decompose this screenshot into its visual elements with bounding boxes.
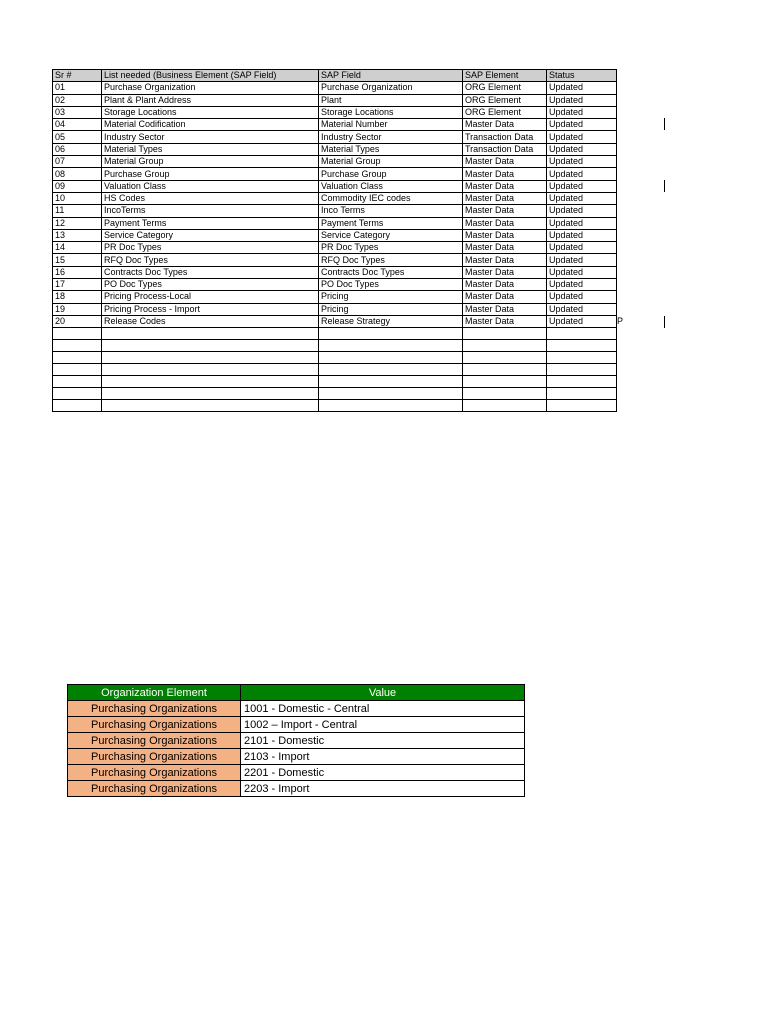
cell-business-element: Purchase Organization [102,82,319,94]
cell-sr: 11 [53,205,102,217]
organization-elements-table [67,684,525,797]
empty-table-row [53,388,617,400]
cell-sap-field: Storage Locations [319,106,463,118]
empty-cell [102,400,319,412]
cell-organization-element: Purchasing Organizations [68,781,241,797]
cell-business-element: Plant & Plant Address [102,94,319,106]
empty-table-row [53,340,617,352]
cell-status: Updated [547,315,617,327]
cell-sr: 18 [53,291,102,303]
cell-business-element: HS Codes [102,192,319,204]
cell-sap-field: Material Types [319,143,463,155]
cell-sap-element: Master Data [463,291,547,303]
cell-sap-field: Contracts Doc Types [319,266,463,278]
cell-business-element: Payment Terms [102,217,319,229]
empty-cell [319,352,463,364]
empty-table-row [53,328,617,340]
column-header-sr: Sr # [53,70,102,82]
table-row [53,192,617,204]
cell-sap-field: Commodity IEC codes [319,192,463,204]
cell-business-element: Material Codification [102,119,319,131]
org-table-header-row [68,685,525,701]
empty-cell [319,400,463,412]
cell-status: Updated [547,119,617,131]
cell-status: Updated [547,156,617,168]
empty-cell [53,388,102,400]
cell-status: Updated [547,291,617,303]
cell-sap-field: Valuation Class [319,180,463,192]
column-header-status: Status [547,70,617,82]
empty-cell [463,388,547,400]
cell-sap-field: PO Doc Types [319,279,463,291]
cell-sap-field: Inco Terms [319,205,463,217]
cell-cursor-mark [664,180,665,192]
org-table-row [68,781,525,797]
empty-cell [102,364,319,376]
cell-sap-field: Industry Sector [319,131,463,143]
cell-status: Updated [547,242,617,254]
cell-sap-element: Transaction Data [463,131,547,143]
cell-status: Updated [547,279,617,291]
cell-cursor-mark [664,118,665,130]
cell-status: Updated [547,266,617,278]
empty-cell [547,328,617,340]
table-row [53,131,617,143]
cell-business-element: RFQ Doc Types [102,254,319,266]
cell-sap-field: Pricing [319,291,463,303]
cell-sap-field: Purchase Organization [319,82,463,94]
cell-business-element: Purchase Group [102,168,319,180]
cell-business-element: Industry Sector [102,131,319,143]
column-header-organization-element: Organization Element [68,685,241,701]
overflow-cell-text: P [617,316,624,326]
cell-value: 2103 - Import [241,749,525,765]
empty-cell [319,328,463,340]
table-row [53,168,617,180]
table-row [53,242,617,254]
table-row [53,315,617,327]
cell-sr: 14 [53,242,102,254]
org-table-row [68,765,525,781]
cell-business-element: Pricing Process - Import [102,303,319,315]
cell-sr: 04 [53,119,102,131]
table-row [53,94,617,106]
sap-fields-table-body [53,82,617,412]
cell-status: Updated [547,82,617,94]
org-table-row [68,717,525,733]
empty-cell [102,352,319,364]
table-row [53,266,617,278]
column-header-value: Value [241,685,525,701]
cell-sr: 17 [53,279,102,291]
org-table-row [68,733,525,749]
cell-status: Updated [547,303,617,315]
empty-cell [53,352,102,364]
cell-sr: 12 [53,217,102,229]
cell-business-element: PR Doc Types [102,242,319,254]
cell-status: Updated [547,254,617,266]
cell-status: Updated [547,192,617,204]
cell-sr: 02 [53,94,102,106]
empty-cell [547,376,617,388]
empty-table-row [53,400,617,412]
cell-sr: 19 [53,303,102,315]
column-header-sap-element: SAP Element [463,70,547,82]
org-table-row [68,749,525,765]
cell-sr: 20 [53,315,102,327]
cell-sr: 15 [53,254,102,266]
empty-cell [102,376,319,388]
cell-status: Updated [547,180,617,192]
cell-sap-element: Master Data [463,229,547,241]
table-row [53,291,617,303]
cell-sr: 10 [53,192,102,204]
cell-sap-field: PR Doc Types [319,242,463,254]
empty-cell [102,328,319,340]
empty-table-row [53,364,617,376]
cell-sr: 06 [53,143,102,155]
cell-status: Updated [547,143,617,155]
cell-organization-element: Purchasing Organizations [68,717,241,733]
cell-sap-element: Master Data [463,192,547,204]
empty-cell [463,364,547,376]
table-row [53,254,617,266]
cell-sap-field: Purchase Group [319,168,463,180]
table-row [53,106,617,118]
empty-cell [319,364,463,376]
table-header-row [53,70,617,82]
cell-status: Updated [547,168,617,180]
cell-sap-element: Master Data [463,168,547,180]
cell-sap-element: Master Data [463,205,547,217]
empty-cell [463,400,547,412]
empty-cell [53,340,102,352]
org-table-row [68,701,525,717]
cell-sap-field: Pricing [319,303,463,315]
cell-sap-element: Transaction Data [463,143,547,155]
cell-sap-element: Master Data [463,254,547,266]
column-header-sap-field: SAP Field [319,70,463,82]
cell-sr: 01 [53,82,102,94]
table-row [53,217,617,229]
cell-business-element: Release Codes [102,315,319,327]
cell-value: 2203 - Import [241,781,525,797]
table-row [53,279,617,291]
cell-business-element: Contracts Doc Types [102,266,319,278]
empty-cell [53,400,102,412]
empty-cell [463,352,547,364]
cell-value: 2101 - Domestic [241,733,525,749]
cell-sr: 13 [53,229,102,241]
cell-sap-element: Master Data [463,217,547,229]
column-header-business-element: List needed (Business Element (SAP Field) [102,70,319,82]
cell-sr: 03 [53,106,102,118]
cell-business-element: Valuation Class [102,180,319,192]
cell-sap-element: Master Data [463,119,547,131]
table-row [53,205,617,217]
empty-cell [53,328,102,340]
cell-business-element: Material Group [102,156,319,168]
cell-business-element: IncoTerms [102,205,319,217]
empty-cell [53,376,102,388]
cell-status: Updated [547,131,617,143]
cell-status: Updated [547,229,617,241]
cell-sr: 16 [53,266,102,278]
cell-organization-element: Purchasing Organizations [68,765,241,781]
cell-value: 1001 - Domestic - Central [241,701,525,717]
empty-cell [319,376,463,388]
cell-sap-element: Master Data [463,266,547,278]
empty-cell [53,364,102,376]
cell-sr: 09 [53,180,102,192]
cell-sap-field: Material Group [319,156,463,168]
cell-sap-field: Material Number [319,119,463,131]
cell-sap-element: Master Data [463,156,547,168]
table-row [53,143,617,155]
sap-fields-table [52,69,617,412]
cell-sr: 07 [53,156,102,168]
cell-business-element: Material Types [102,143,319,155]
empty-cell [547,400,617,412]
empty-cell [463,328,547,340]
cell-organization-element: Purchasing Organizations [68,733,241,749]
cell-value: 2201 - Domestic [241,765,525,781]
cell-sap-field: Release Strategy [319,315,463,327]
empty-cell [102,340,319,352]
cell-sap-element: ORG Element [463,106,547,118]
cell-organization-element: Purchasing Organizations [68,701,241,717]
cell-sap-element: ORG Element [463,94,547,106]
cell-sap-field: Service Category [319,229,463,241]
empty-cell [319,388,463,400]
cell-business-element: PO Doc Types [102,279,319,291]
cell-sr: 05 [53,131,102,143]
empty-cell [319,340,463,352]
empty-cell [547,340,617,352]
table-row [53,119,617,131]
empty-cell [463,340,547,352]
cell-status: Updated [547,106,617,118]
empty-cell [547,388,617,400]
cell-sap-element: Master Data [463,279,547,291]
cell-sap-field: RFQ Doc Types [319,254,463,266]
cell-sap-element: Master Data [463,303,547,315]
empty-table-row [53,352,617,364]
cell-sap-element: Master Data [463,315,547,327]
cell-status: Updated [547,205,617,217]
table-row [53,156,617,168]
cell-sap-element: ORG Element [463,82,547,94]
cell-value: 1002 – Import - Central [241,717,525,733]
empty-cell [547,364,617,376]
cell-sap-element: Master Data [463,180,547,192]
cell-sap-element: Master Data [463,242,547,254]
cell-business-element: Storage Locations [102,106,319,118]
cell-sr: 08 [53,168,102,180]
cell-business-element: Service Category [102,229,319,241]
table-row [53,180,617,192]
cell-business-element: Pricing Process-Local [102,291,319,303]
cell-sap-field: Plant [319,94,463,106]
empty-table-row [53,376,617,388]
table-row [53,229,617,241]
cell-organization-element: Purchasing Organizations [68,749,241,765]
cell-sap-field: Payment Terms [319,217,463,229]
table-row [53,303,617,315]
cell-status: Updated [547,94,617,106]
empty-cell [463,376,547,388]
organization-elements-table-body [68,701,525,797]
table-row [53,82,617,94]
cell-cursor-mark [664,316,665,328]
empty-cell [547,352,617,364]
empty-cell [102,388,319,400]
cell-status: Updated [547,217,617,229]
